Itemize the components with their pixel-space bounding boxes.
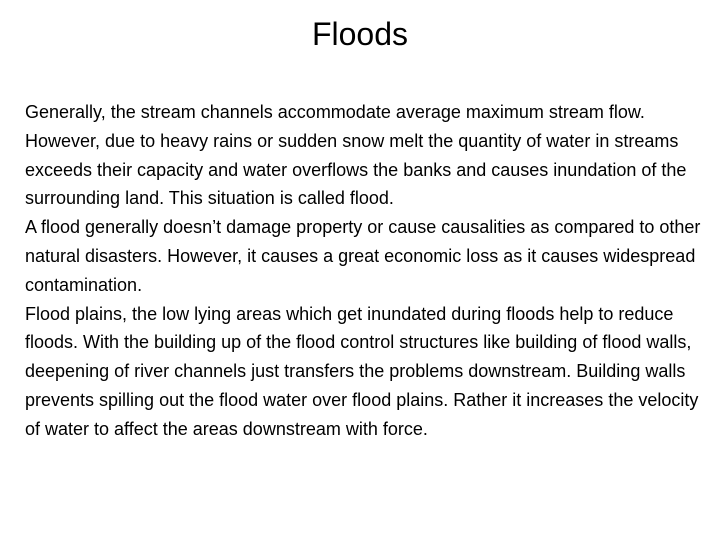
paragraph-flood-plains: Flood plains, the low lying areas which get inundated during floods help to reduce floods. With the building up of the flood control structures like building of flood walls, deepening of river channels just transfers the problems downstream. Building walls prevents spilling out the flood water over flood plains. Rather it increases the velocity of water to affect the areas downstream with force.: [25, 303, 699, 439]
paragraph-flood-definition: Generally, the stream channels accommodate average maximum stream flow. However, due to heavy rains or sudden snow melt the quantity of water in streams exceeds their capacity and water overflows the banks and causes inundation of the surrounding land. This situation is called flood.: [25, 102, 687, 209]
slide-title: Floods: [311, 16, 409, 52]
paragraph-flood-damage: A flood generally doesn’t damage property or cause causalities as compared to other natural disasters. However, it causes a great economic loss as it causes widespread contamination.: [25, 217, 701, 295]
slide-body: [25, 98, 715, 444]
